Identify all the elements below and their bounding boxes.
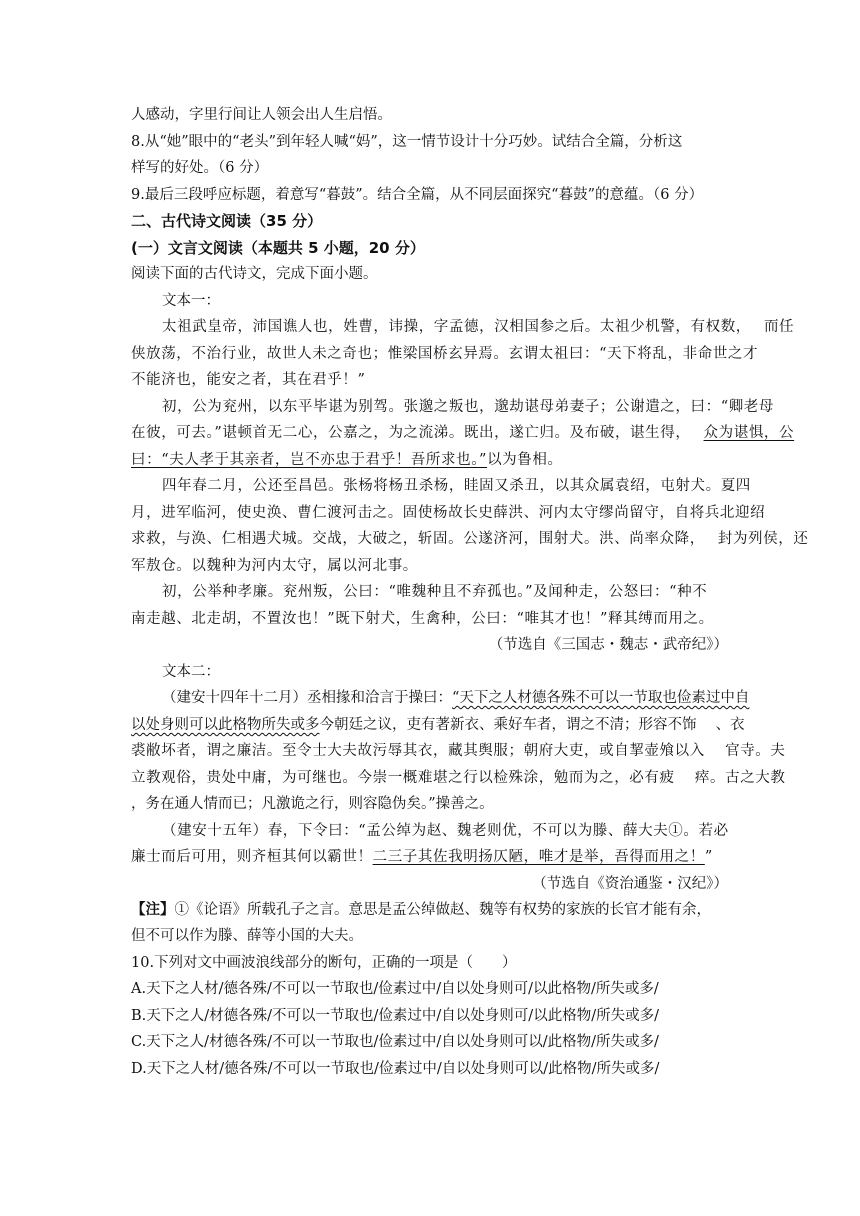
footnote-line-2: 但不可以作为滕、薛等小国的大夫。 — [131, 928, 363, 944]
text-span: ①《论语》所载孔子之言。意思是孟公绰做赵、魏等有权势的家族的长官才能有余， — [174, 902, 711, 918]
text1-line: 求救，与涣、仁相遇犬城。交战，大破之，斩固。公遂济河，围射犬。洪、尚率众降， 封为列侯，还 — [131, 531, 809, 547]
wavy-underlined-passage: 以处身则可以此格物所失或多 — [131, 717, 320, 733]
text2-line — [131, 715, 745, 735]
text-span: 廉士而后可用，则齐桓其何以霸世！ — [131, 849, 373, 865]
text1-line: 月，进军临河，使史涣、曹仁渡河击之。固使杨故长史薛洪、河内太守缪尚留守，自将兵北迎绍 — [131, 505, 766, 521]
text1-line: 太祖武皇帝，沛国谯人也，姓曹，讳操，字孟德，汉相国参之后。太祖少机警，有权数， 而任 — [162, 319, 795, 335]
option-a: A.天下之人材/德各殊/不可以一节取也/俭素过中/自以处身则可/以此格物/所失或多/ — [131, 981, 659, 997]
text1-line — [131, 423, 794, 443]
footnote-label: 【注】 — [131, 901, 175, 918]
wavy-underlined-passage: “天下之人材德各殊不可以一节取也俭素过中自 — [452, 690, 750, 706]
question-8-line-1: 8.从“她”眼中的“老头”到年轻人喊“妈”，这一情节设计十分巧妙。试结合全篇，分析这 — [131, 134, 683, 150]
question-9: 9.最后三段呼应标题，着意写“暮鼓”。结合全篇，从不同层面探究“暮鼓”的意蕴。（6 分） — [131, 187, 704, 203]
underlined-sentence: 曰：“夫人孝于其亲者，岂不亦忠于君乎！吾所求也。” — [131, 452, 488, 468]
section-heading: 二、古代诗文阅读（35 分） — [131, 212, 323, 230]
text1-line: 四年春二月，公还至昌邑。张杨将杨丑杀杨，眭固又杀丑，以其众属袁绍，屯射犬。夏四 — [162, 478, 751, 494]
option-c: C.天下之人/材德各殊/不可以一节取也/俭素过中/自以处身则可以/此格物/所失或多/ — [131, 1034, 659, 1050]
text1-line: 初，公为兖州，以东平毕谌为别驾。张邈之叛也，邈劫谌母弟妻子；公谢遣之，曰：“卿老母 — [162, 399, 775, 415]
text-span: （建安十四年十二月）丞相掾和洽言于操曰： — [162, 690, 452, 706]
text1-line: 南走越、北走胡，不置汝也！”既下射犬，生禽种，公曰：“唯其才也！”释其缚而用之。 — [131, 611, 714, 627]
text-span: 今朝廷之议，吏有著新衣、乘好车者，谓之不清；形容不饰 、衣 — [319, 717, 745, 733]
text2-line: 裘敝坏者，谓之廉洁。至令士大夫故污辱其衣，藏其舆服；朝府大吏，或自挈壶飧以入 官寺。夫 — [131, 743, 786, 759]
text1-line: 不能济也，能安之者，其在君乎！” — [131, 372, 366, 388]
text1-label: 文本一： — [162, 293, 220, 309]
text-span: ” — [704, 849, 713, 865]
text1-line: 侠放荡，不治行业，故世人未之奇也；惟梁国桥玄异焉。玄谓太祖曰：“天下将乱，非命世之才 — [131, 346, 759, 362]
option-d: D.天下之人材/德各殊/不可以一节取也/俭素过中/自以处身则可以/此格物/所失或多/ — [131, 1061, 660, 1077]
text-line: 人感动，字里行间让人领会出人生启悟。 — [131, 107, 392, 123]
text2-line — [131, 847, 713, 867]
footnote-line-1 — [131, 900, 711, 920]
source-citation: （节选自《三国志・魏志・武帝纪》） — [488, 637, 728, 653]
text1-line: 军敖仓。以魏种为河内太守，属以河北事。 — [131, 558, 418, 574]
text2-line — [162, 688, 749, 708]
text1-line: 初，公举种孝廉。兖州叛，公曰：“唯魏种且不弃孤也。”及闻种走，公怒曰：“种不 — [162, 584, 708, 600]
text2-label: 文本二： — [162, 664, 220, 680]
reading-instruction: 阅读下面的古代诗文，完成下面小题。 — [131, 266, 378, 282]
option-b: B.天下之人/材德各殊/不可以一节取也/俭素过中/自以处身则可/以此格物/所失或多/ — [131, 1008, 659, 1024]
underlined-sentence: 众为谌惧，公 — [703, 425, 795, 441]
subsection-heading: (一）文言文阅读（本题共 5 小题，20 分） — [131, 239, 425, 257]
text-span: 以为鲁相。 — [487, 452, 563, 468]
text2-line: ，务在通人情而已；凡激诡之行，则容隐伪矣。”操善之。 — [131, 796, 494, 812]
text2-line: 立教观俗，贵处中庸，为可继也。今崇一概难堪之行以检殊涂，勉而为之，必有疲 瘁。古之大教 — [131, 770, 786, 786]
text2-line: （建安十五年）春，下令曰：“孟公绰为赵、魏老则优，不可以为滕、薛大夫①。若必 — [162, 823, 729, 839]
text1-line — [131, 450, 563, 470]
underlined-sentence: 二三子其佐我明扬仄陋，唯才是举，吾得而用之！ — [372, 849, 705, 865]
text-span: 在彼，可去。”谌顿首无二心，公嘉之，为之流涕。既出，遂亡归。及布破，谌生得， — [131, 425, 704, 441]
source-citation: （节选自《资治通鉴・汉纪》） — [532, 876, 728, 892]
question-8-line-2: 样写的好处。（6 分） — [131, 160, 269, 176]
question-10: 10.下列对文中画波浪线部分的断句，正确的一项是（ ） — [131, 955, 517, 971]
